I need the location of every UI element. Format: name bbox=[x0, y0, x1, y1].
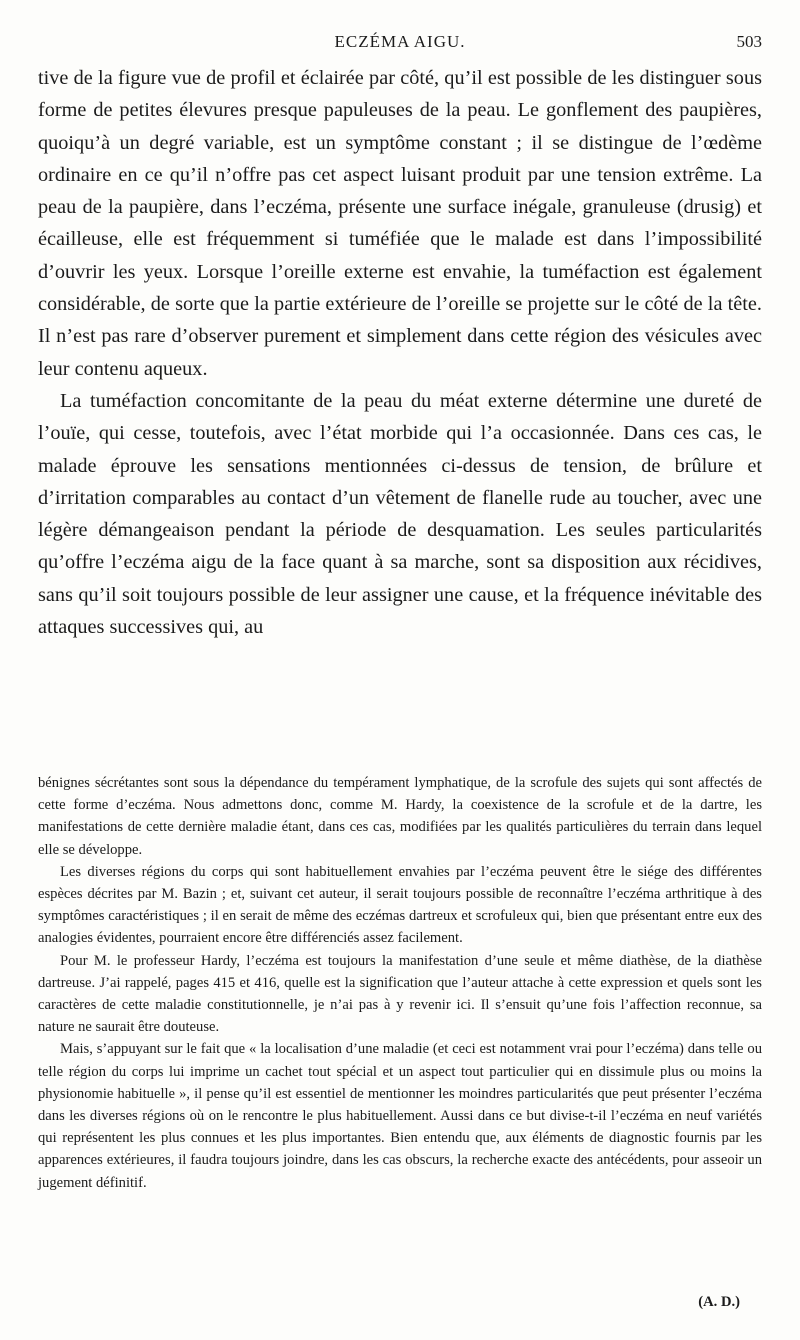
main-text bbox=[38, 62, 762, 643]
paragraph-continued: tive de la figure vue de profil et éclairée par côté, qu’il est possible de les distinguer sous forme de petites élevures presque papuleuses de la peau. Le gonflement des paupières, quoiqu’à un degré variable, est un symptôme constant ; il se distingue de l’œdème ordinaire en ce qu’il n’offre pas cet aspect luisant produit par une tension extrême. La peau de la paupière, dans l’eczéma, présente une surface inégale, granuleuse (drusig) et écailleuse, elle est fréquemment si tuméfiée que le malade est dans l’impossibilité d’ouvrir les yeux. Lorsque l’oreille externe est envahie, la tuméfaction est également considérable, de sorte que la partie extérieure de l’oreille se projette sur le côté de la tête. Il n’est pas rare d’observer purement et simplement dans cette région des vésicules avec leur contenu aqueux. bbox=[38, 67, 762, 380]
author-signature: (A. D.) bbox=[698, 1294, 740, 1310]
running-head bbox=[38, 30, 762, 58]
footnote-hardy: Pour M. le professeur Hardy, l’eczéma est toujours la manifestation d’une seule et même diathèse, de la diathèse dartreuse. J’ai rappelé, pages 415 et 416, quelle est la signification que l’auteur attache à cette expression et quels sont les caractères de cette maladie constitutionnelle, je n’ai pas à y revenir ici. Il s’ensuit qu’une fois l’affection reconnue, sa nature ne saurait être douteuse. bbox=[38, 952, 762, 1036]
running-title: ECZÉMA AIGU. bbox=[334, 32, 466, 51]
footnote-continued: bénignes sécrétantes sont sous la dépendance du tempérament lymphatique, de la scrofule des sujets qui sont affectés de cette forme d’eczéma. Nous admettons donc, comme M. Hardy, la coexistence de la scrofule et de la dartre, les manifestations de cette dernière maladie étant, dans ces cas, modifiées par les qualités particulières du terrain dans lequel elle se développe. bbox=[38, 775, 762, 858]
footnote-bazin: Les diverses régions du corps qui sont habituellement envahies par l’eczéma peuvent être le siége des différentes espèces décrites par M. Bazin ; et, suivant cet auteur, il serait toujours possible de reconnaître l’eczéma arthritique à des symptômes caractéristiques ; il en serait de même des eczémas dartreux et scrofuleux qui, bien que présentant entre eux des analogies évidentes, pourraient encore être différenciés assez facilement. bbox=[38, 863, 762, 947]
paragraph-tumefaction: La tuméfaction concomitante de la peau du méat externe détermine une dureté de l’ouïe, qui cesse, toutefois, avec l’état morbide qui l’a occasionnée. Dans ces cas, le malade éprouve les sensations mentionnées ci-dessus de tension, de brûlure et d’irritation comparables au contact d’un vêtement de flanelle rude au toucher, avec une légère démangeaison pendant la période de desquamation. Les seules particularités qu’offre l’eczéma aigu de la face quant à sa marche, sont sa disposition aux récidives, sans qu’il soit toujours possible de leur assigner une cause, et la fréquence inévitable des attaques successives qui, au bbox=[38, 389, 762, 639]
page-number: 503 bbox=[736, 32, 762, 51]
footnote-localisation: Mais, s’appuyant sur le fait que « la localisation d’une maladie (et ceci est notamment vrai pour l’eczéma) dans telle ou telle région du corps lui imprime un cachet tout spécial et un aspect tout particulier qui en dissimule plus ou moins la physionomie habituelle », il pense qu’il est essentiel de mentionner les moindres particularités que peut présenter l’eczéma dans les diverses régions où on le rencontre le plus habituellement. Aussi dans ce but divise-t-il l’eczéma en neuf variétés qui représentent les plus connues et les plus importantes. Bien entendu que, aux éléments de diagnostic fournis par les apparences extérieures, il faudra toujours joindre, dans les cas obscurs, la recherche exacte des antécédents, pour asseoir un jugement définitif. bbox=[38, 1041, 762, 1191]
footnotes bbox=[38, 772, 762, 1194]
